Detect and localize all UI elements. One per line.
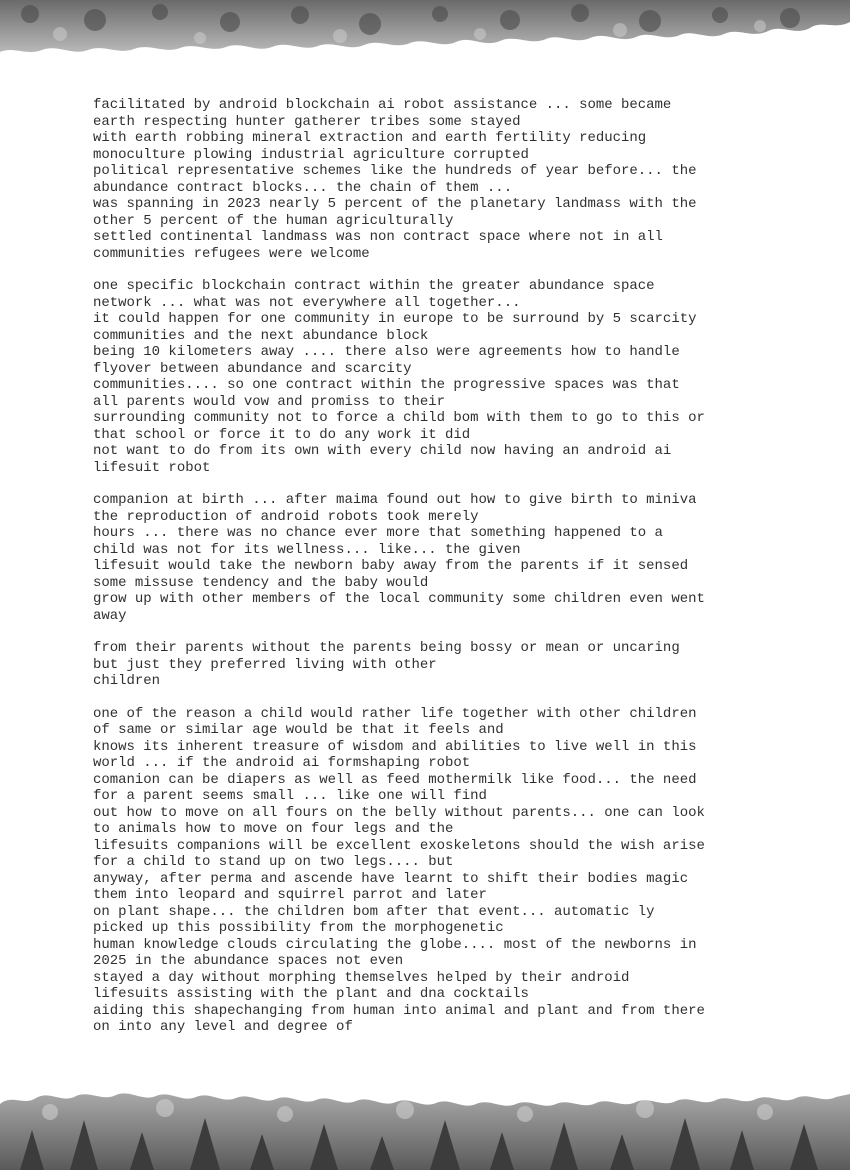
text-line: lifesuits companions will be excellent exoskeletons should the wish arise	[93, 837, 705, 854]
text-line: but just they preferred living with other	[93, 656, 437, 673]
text-line: picked up this possibility from the morphogenetic	[93, 920, 504, 936]
text-line: communities.... so one contract within the progressive spaces was that	[93, 377, 680, 393]
paragraph-5	[93, 706, 793, 1036]
text-line: it could happen for one community in europe to be surround by 5 scarcity	[93, 311, 697, 327]
paragraph-3	[93, 492, 793, 624]
text-line: them into leopard and squirrel parrot and later	[93, 887, 487, 903]
text-line: child was not for its wellness... like... the given	[93, 541, 521, 558]
text-line: out how to move on all fours on the belly without parents... one can look	[93, 804, 705, 821]
text-line: on into any level and degree of	[93, 1019, 353, 1035]
text-line: network ... what was not everywhere all together...	[93, 294, 521, 311]
text-line: lifesuits assisting with the plant and dna cocktails	[93, 986, 529, 1002]
text-line: flyover between abundance and scarcity	[93, 360, 412, 377]
text-line: being 10 kilometers away .... there also were agreements how to handle	[93, 344, 680, 360]
text-line: aiding this shapechanging from human into animal and plant and from there	[93, 1002, 705, 1019]
text-line: of same or similar age would be that it feels and	[93, 722, 504, 738]
text-line: knows its inherent treasure of wisdom and abilities to live well in this	[93, 738, 697, 755]
text-line: communities refugees were welcome	[93, 245, 370, 262]
text-line: anyway, after perma and ascende have learnt to shift their bodies magic	[93, 870, 689, 887]
text-line: lifesuit would take the newborn baby away from the parents if it sensed	[93, 558, 689, 574]
text-line: settled continental landmass was non contract space where not in all	[93, 229, 663, 245]
text-line: other 5 percent of the human agriculturally	[93, 212, 454, 229]
text-line: was spanning in 2023 nearly 5 percent of the planetary landmass with the	[93, 196, 697, 212]
paragraph-1	[93, 97, 793, 262]
paragraph-4	[93, 640, 793, 690]
text-line: monoculture plowing industrial agriculture corrupted	[93, 146, 529, 163]
text-line: companion at birth ... after maima found out how to give birth to miniva	[93, 492, 697, 508]
text-line: one of the reason a child would rather life together with other children	[93, 705, 697, 722]
text-line: world ... if the android ai formshaping robot	[93, 755, 471, 771]
text-line: children	[93, 673, 161, 689]
text-line: lifesuit robot	[93, 459, 211, 476]
text-line: grow up with other members of the local community some children even went	[93, 591, 705, 607]
text-line: for a child to stand up on two legs.... but	[93, 854, 454, 870]
text-line: surrounding community not to force a child bom with them to go to this or	[93, 410, 705, 426]
text-line: for a parent seems small ... like one will find	[93, 788, 487, 804]
text-line: all parents would vow and promiss to their	[93, 393, 446, 410]
text-line: political representative schemes like the hundreds of year before... the	[93, 163, 697, 179]
text-line: comanion can be diapers as well as feed mothermilk like food... the need	[93, 771, 697, 788]
body-text	[93, 97, 793, 1052]
text-line: not want to do from its own with every child now having an android ai	[93, 443, 672, 459]
text-line: away	[93, 607, 127, 624]
bottom-forest-border	[0, 1090, 850, 1170]
text-line: that school or force it to do any work it did	[93, 426, 471, 443]
text-line: on plant shape... the children bom after that event... automatic ly	[93, 903, 655, 920]
paragraph-2	[93, 278, 793, 476]
text-line: facilitated by android blockchain ai robot assistance ... some became	[93, 97, 672, 113]
text-line: 2025 in the abundance spaces not even	[93, 953, 404, 969]
text-line: abundance contract blocks... the chain of them ...	[93, 179, 513, 196]
text-line: human knowledge clouds circulating the globe.... most of the newborns in	[93, 936, 697, 953]
text-line: from their parents without the parents being bossy or mean or uncaring	[93, 640, 680, 656]
text-line: stayed a day without morphing themselves helped by their android	[93, 969, 630, 986]
text-line: with earth robbing mineral extraction and earth fertility reducing	[93, 130, 647, 146]
text-line: earth respecting hunter gatherer tribes some stayed	[93, 113, 521, 130]
top-foliage-border	[0, 0, 850, 62]
text-line: hours ... there was no chance ever more that something happened to a	[93, 525, 663, 541]
text-line: the reproduction of android robots took merely	[93, 508, 479, 525]
text-line: communities and the next abundance block	[93, 327, 429, 344]
text-line: one specific blockchain contract within the greater abundance space	[93, 278, 655, 294]
text-line: to animals how to move on four legs and the	[93, 821, 454, 837]
text-line: some missuse tendency and the baby would	[93, 574, 429, 591]
